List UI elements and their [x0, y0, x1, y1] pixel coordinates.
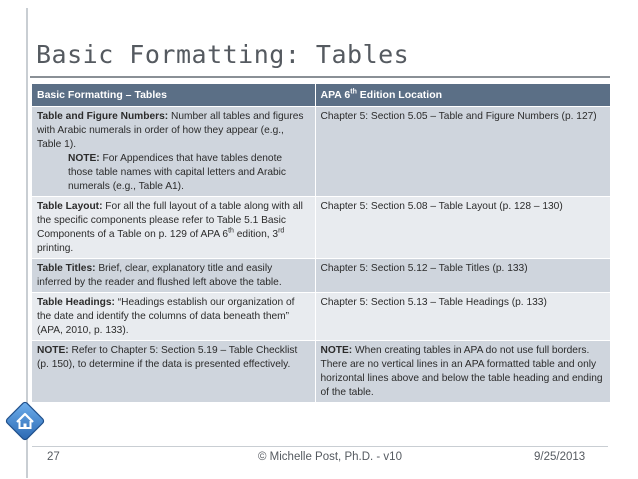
table-row: [32, 293, 610, 341]
title-divider: [30, 76, 610, 78]
location-cell: Chapter 5: Section 5.12 – Table Titles (p. 133): [315, 259, 610, 293]
topic-cell: NOTE: Refer to Chapter 5: Section 5.19 – Table Checklist (p. 150), to determine if the data is presented effectively.: [32, 341, 315, 403]
header-location: APA 6th Edition Location: [315, 84, 610, 107]
footer-date: 9/25/2013: [534, 451, 586, 463]
appendix-note: NOTE: For Appendices that have tables denote those table names with capital letters and Arabic numerals (e.g., Table A1).: [68, 153, 287, 192]
topic-cell: Table and Figure Numbers: Number all tables and figures with Arabic numerals in order of how they appear (e.g., Table 1). NOTE: For Appendices that have tables denote those table names with capital letters and Arabic numerals (e.g., Table A1).: [32, 107, 315, 197]
table-header-row: [32, 84, 610, 107]
table-row: [32, 341, 610, 403]
location-cell: NOTE: When creating tables in APA do not use full borders. There are no vertical lines in an APA formatted table and only horizontal lines above and below the table heading and ending of the table.: [315, 341, 610, 403]
footer-divider: [32, 446, 608, 447]
location-cell: Chapter 5: Section 5.05 – Table and Figure Numbers (p. 127): [315, 107, 610, 197]
topic-cell: Table Headings: “Headings establish our organization of the date and identify the columns of data beneath them” (APA, 2010, p. 133).: [32, 293, 315, 341]
topic-cell: Table Layout: For all the full layout of a table along with all the specific components please refer to Table 5.1 Basic Components of a Table on p. 129 of APA 6th edition, 3rd printing.: [32, 197, 315, 259]
location-cell: Chapter 5: Section 5.08 – Table Layout (p. 128 – 130): [315, 197, 610, 259]
formatting-table: [32, 84, 611, 402]
table-row: [32, 197, 610, 259]
table-row: [32, 259, 610, 293]
footer-author: © Michelle Post, Ph.D. - v10: [258, 451, 402, 463]
home-button[interactable]: [4, 400, 46, 442]
topic-cell: Table Titles: Brief, clear, explanatory title and easily inferred by the reader and flushed left above the table.: [32, 259, 315, 293]
slide-number: 27: [47, 451, 60, 463]
location-cell: Chapter 5: Section 5.13 – Table Headings (p. 133): [315, 293, 610, 341]
table-row: [32, 107, 610, 197]
header-topic: Basic Formatting – Tables: [32, 84, 315, 107]
slide-title: Basic Formatting: Tables: [36, 40, 410, 69]
home-icon: [4, 400, 46, 442]
